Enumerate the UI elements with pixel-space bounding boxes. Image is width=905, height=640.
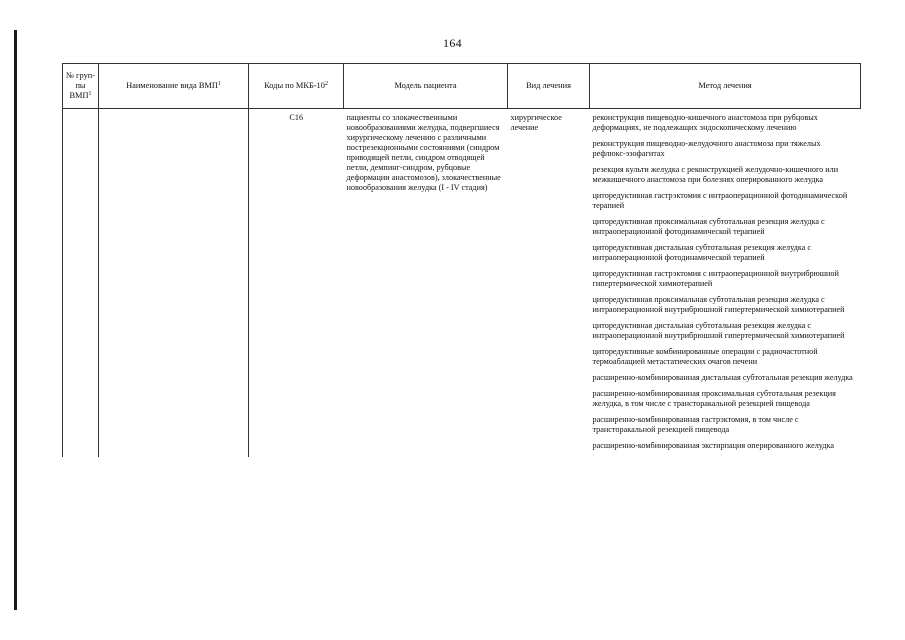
vmp-table bbox=[62, 63, 861, 457]
header-icd-codes: Коды по МКБ-$10^2$ bbox=[249, 64, 344, 109]
cell-patient-model: пациенты со злокачественными новообразованиями желудка, подвергшиеся хирургическому лечению с различными пострезекционными состояниями (синдром приводящей петли, синдром отводящей петли, демпинг-синдром, рубцовые деформации анастомозов), злокачественные новообразования желудка (I - IV стадия) bbox=[346, 113, 501, 192]
method-item: расширенно-комбинированная экстирпация оперированного желудка bbox=[592, 441, 835, 450]
method-item: расширенно-комбинированная проксимальная субтотальная резекция желудка, в том числе с трансторакальной резекцией пищевода bbox=[592, 389, 836, 408]
method-item: циторедуктивные комбинированные операции с радиочастотной термоаблацией метастатических очагов печени bbox=[592, 347, 818, 366]
header-treatment-method: Метод лечения bbox=[590, 64, 861, 109]
page-number: 164 bbox=[443, 36, 462, 50]
cell-group-number bbox=[63, 109, 99, 458]
method-item: циторедуктивная гастрэктомия с интраоперационной внутрибрюшной гипертермической химиотерапией bbox=[592, 269, 839, 288]
header-treatment-type: Вид лечения bbox=[508, 64, 590, 109]
header-group-number: № груп-пы ВМП$^1$ bbox=[63, 64, 99, 109]
header-vmp-name: Наименование вида ВМП$^1$ bbox=[99, 64, 249, 109]
table-row bbox=[63, 109, 861, 458]
method-item: резекция культи желудка с реконструкцией желудочно-кишечного или межкишечного анастомоза при болезнях оперированного желудка bbox=[592, 165, 839, 184]
method-item: расширенно-комбинированная гастрэктомия, в том числе с трансторакальной резекцией пищевода bbox=[592, 415, 799, 434]
method-item: расширенно-комбинированная дистальная субтотальная резекция желудка bbox=[592, 373, 853, 382]
header-patient-model: Модель пациента bbox=[344, 64, 508, 109]
method-item: циторедуктивная дистальная субтотальная резекция желудка с интраоперационной фотодинамической терапией bbox=[592, 243, 812, 262]
cell-treatment-methods bbox=[590, 109, 861, 458]
method-item: циторедуктивная гастрэктомия с интраоперационной фотодинамической терапией bbox=[592, 191, 848, 210]
method-item: реконструкция пищеводно-желудочного анастомоза при тяжелых рефлюкс-эзофагитах bbox=[592, 139, 821, 158]
method-item: циторедуктивная проксимальная субтотальная резекция желудка с интраоперационной внутрибрюшной гипертермической химиотерапией bbox=[592, 295, 845, 314]
cell-icd-code: C16 bbox=[249, 109, 344, 458]
binding-edge-line bbox=[14, 30, 17, 610]
cell-vmp-name bbox=[99, 109, 249, 458]
table-header-row bbox=[63, 64, 861, 109]
method-item: реконструкция пищеводно-кишечного анастомоза при рубцовых деформациях, не подлежащих эндоскопическому лечению bbox=[592, 113, 818, 132]
method-item: циторедуктивная проксимальная субтотальная резекция желудка с интраоперационной фотодинамической терапией bbox=[592, 217, 825, 236]
cell-treatment-type: хирургическое лечение bbox=[510, 113, 562, 132]
method-item: циторедуктивная дистальная субтотальная резекция желудка с интраоперационной внутрибрюшной гипертермической химиотерапией bbox=[592, 321, 845, 340]
